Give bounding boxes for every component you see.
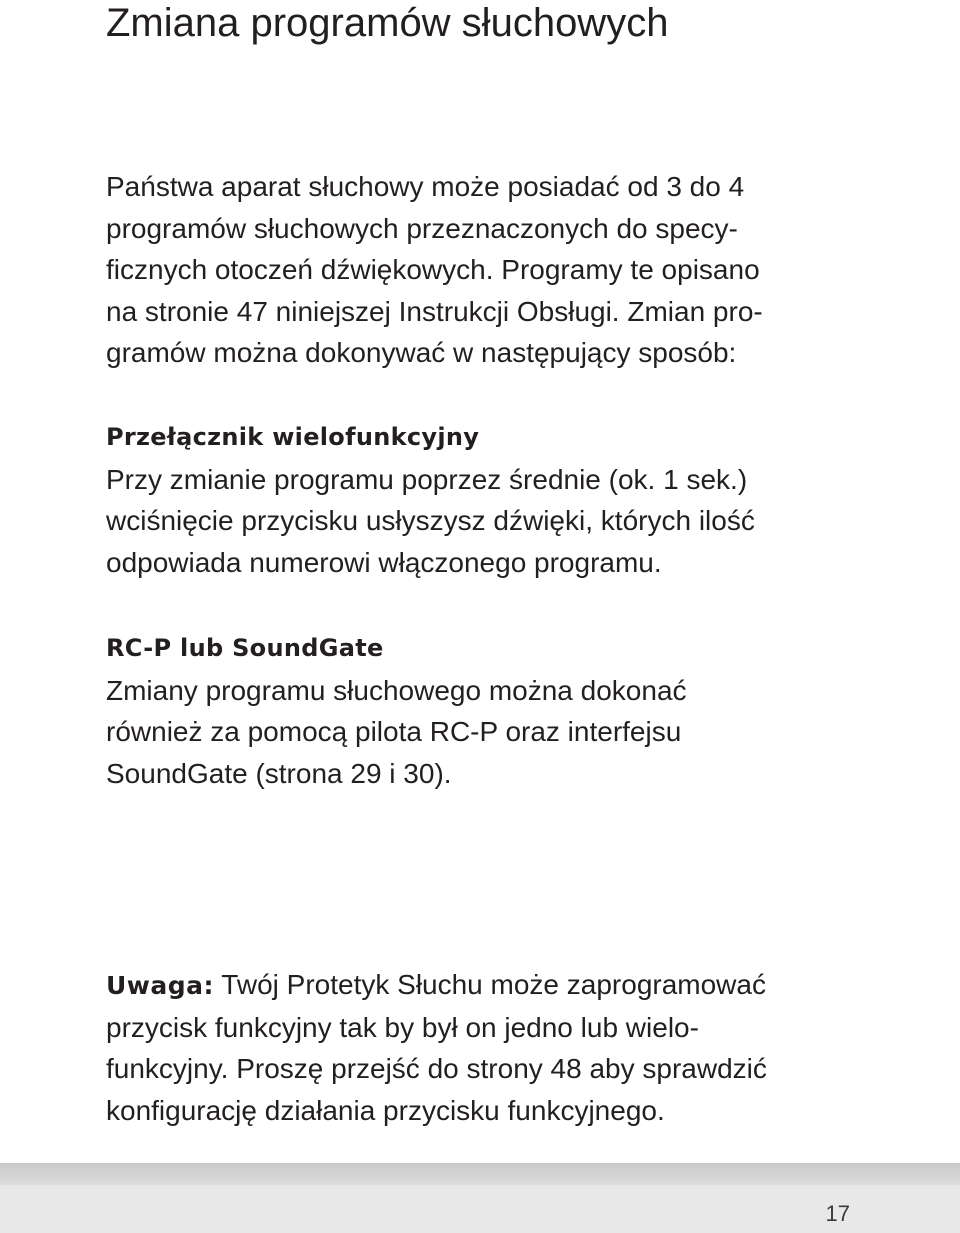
section-rcp-soundgate	[106, 628, 896, 794]
note-line: przycisk funkcyjny tak by był on jedno lub wielo-	[106, 1011, 699, 1043]
page-number: 17	[825, 1201, 850, 1226]
intro-paragraph	[106, 166, 896, 374]
section-line: Przy zmianie programu poprzez średnie (ok. 1 sek.)	[106, 463, 748, 495]
section-heading: RC-P lub SoundGate	[106, 634, 384, 662]
note-first-line	[106, 964, 896, 1007]
note-text: Twój Protetyk Słuchu może zaprogramować	[214, 969, 766, 1000]
note-line: funkcyjny. Proszę przejść do strony 48 aby sprawdzić	[106, 1053, 767, 1084]
page-title: Zmiana programów słuchowych	[106, 1, 669, 45]
intro-line: Państwa aparat słuchowy może posiadać od 3 do 4	[106, 171, 745, 202]
intro-line: na stronie 47 niniejszej Instrukcji Obsługi. Zmian pro-	[106, 295, 763, 327]
intro-line: programów słuchowych przeznaczonych do specy-	[106, 212, 738, 244]
section-heading: Przełącznik wielofunkcyjny	[106, 423, 480, 451]
note-paragraph	[106, 964, 896, 1131]
section-line: SoundGate (strona 29 i 30).	[106, 757, 452, 789]
section-line: wciśnięcie przycisku usłyszysz dźwięki, których ilość	[106, 505, 755, 536]
note-label: Uwaga:	[106, 971, 215, 1000]
footer-divider	[0, 1163, 960, 1185]
section-line: również za pomocą pilota RC-P oraz interfejsu	[106, 716, 682, 747]
section-multifunction-switch	[106, 417, 896, 583]
note-line: konfigurację działania przycisku funkcyjnego.	[106, 1094, 665, 1126]
section-line: Zmiany programu słuchowego można dokonać	[106, 674, 687, 706]
intro-line: gramów można dokonywać w następujący sposób:	[106, 337, 737, 368]
page-footer	[0, 1163, 960, 1233]
section-line: odpowiada numerowi włączonego programu.	[106, 546, 662, 578]
intro-line: ficznych otoczeń dźwiękowych. Programy te opisano	[106, 254, 760, 285]
